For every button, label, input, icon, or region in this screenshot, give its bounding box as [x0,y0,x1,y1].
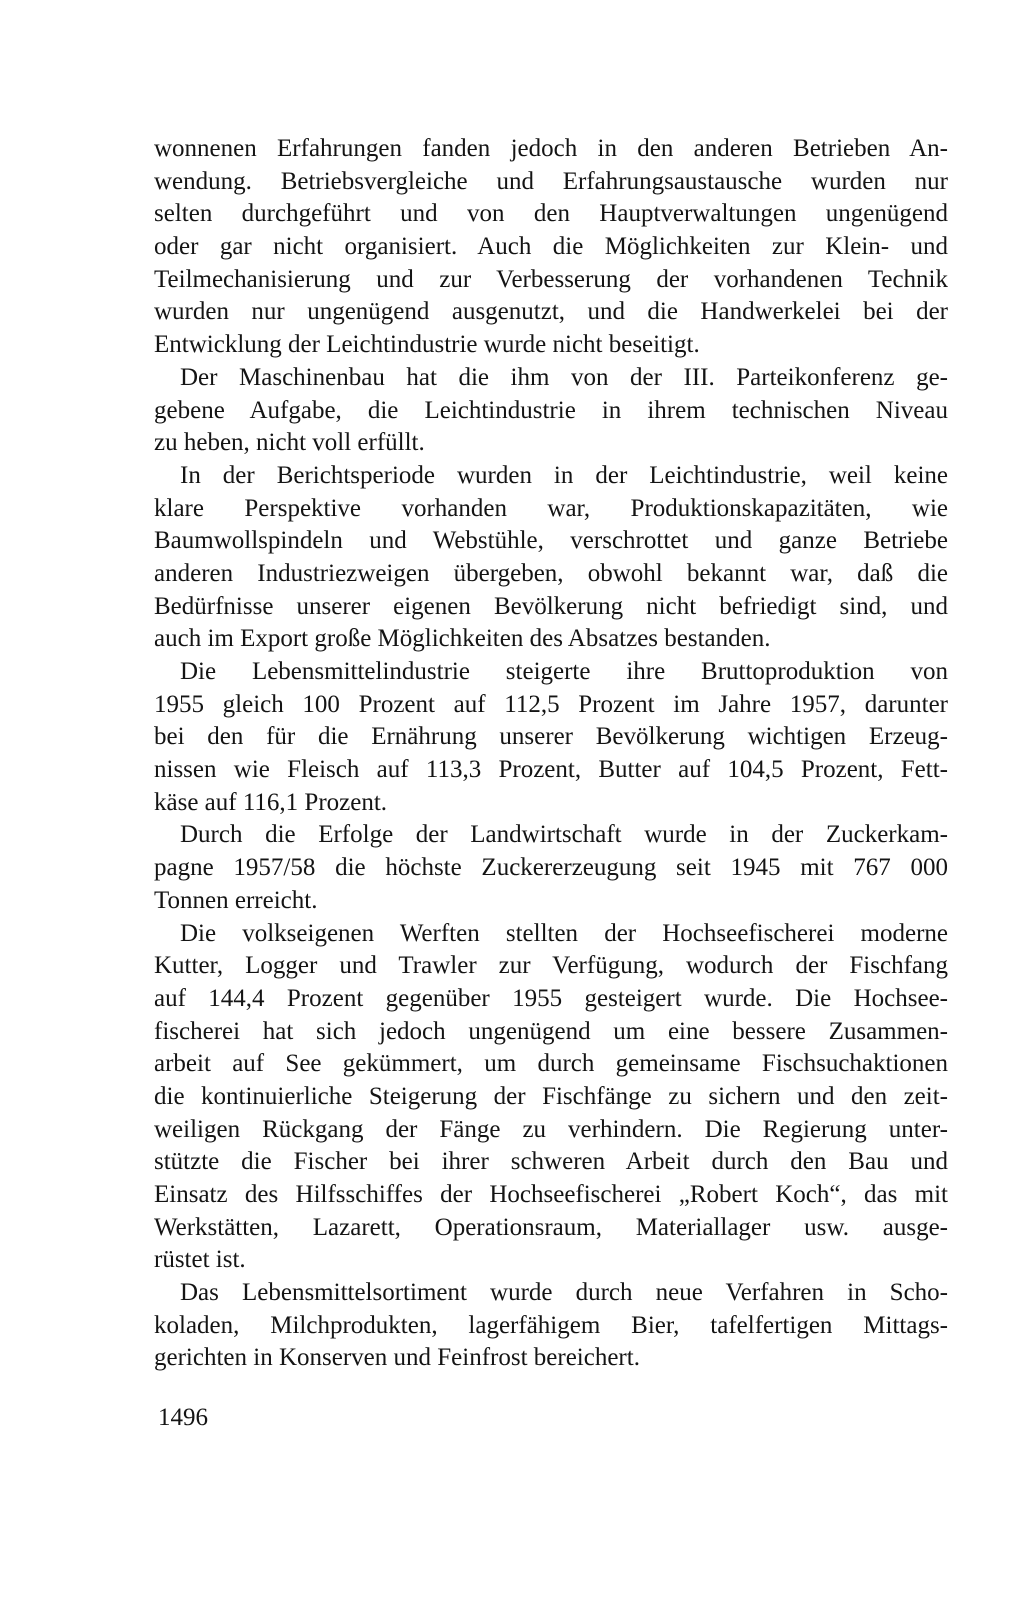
text-line: wurden nur ungenügend ausgenutzt, und die Handwerkelei bei der [154,298,948,326]
text-line: Die Lebensmittelindustrie steigerte ihre Bruttoproduktion von [180,658,948,685]
text-line: anderen Industriezweigen übergeben, obwohl bekannt war, daß die [154,559,948,587]
text-line: oder gar nicht organisiert. Auch die Möglichkeiten zur Klein- und [154,233,948,261]
text-line: fischerei hat sich jedoch ungenügend um eine bessere Zusammen- [154,1017,948,1045]
text-line: Durch die Erfolge der Landwirtschaft wurde in der Zuckerkam- [180,821,948,849]
text-line: koladen, Milchprodukten, lagerfähigem Bier, tafelfertigen Mittags- [154,1311,948,1339]
text-line: auf 144,4 Prozent gegenüber 1955 gesteigert wurde. Die Hochsee- [154,984,948,1012]
text-line: zu heben, nicht voll erfüllt. [154,429,425,457]
text-line: bei den für die Ernährung unserer Bevölkerung wichtigen Erzeug- [154,723,948,751]
text-line: wendung. Betriebsvergleiche und Erfahrungsaustausche wurden nur [154,167,948,195]
text-line: 1955 gleich 100 Prozent auf 112,5 Prozent im Jahre 1957, darunter [154,690,948,718]
text-line: Bedürfnisse unserer eigenen Bevölkerung nicht befriedigt sind, und [154,592,948,620]
text-line: klare Perspektive vorhanden war, Produktionskapazitäten, wie [154,494,948,522]
text-line: pagne 1957/58 die höchste Zuckererzeugung seit 1945 mit 767 000 [154,854,948,882]
text-line: Die volkseigenen Werften stellten der Hochseefischerei moderne [180,919,948,947]
text-line: In der Berichtsperiode wurden in der Leichtindustrie, weil keine [180,461,948,489]
text-line: Entwicklung der Leichtindustrie wurde nicht beseitigt. [154,331,700,359]
text-line: Das Lebensmittelsortiment wurde durch neue Verfahren in Scho- [180,1279,948,1307]
text-line: auch im Export große Möglichkeiten des Absatzes bestanden. [154,625,771,653]
text-line: gerichten in Konserven und Feinfrost bereichert. [154,1344,640,1372]
text-line: gebene Aufgabe, die Leichtindustrie in ihrem technischen Niveau [154,396,948,424]
text-line: Einsatz des Hilfsschiffes der Hochseefischerei „Robert Koch“, das mit [154,1181,948,1208]
text-line: Tonnen erreicht. [154,886,318,914]
text-line: käse auf 116,1 Prozent. [154,788,388,816]
text-line: die kontinuierliche Steigerung der Fischfänge zu sichern und den zeit- [154,1082,948,1110]
text-line: stützte die Fischer bei ihrer schweren Arbeit durch den Bau und [154,1148,948,1176]
text-line: Teilmechanisierung und zur Verbesserung der vorhandenen Technik [154,265,948,293]
body-text [154,133,948,1375]
text-line: Kutter, Logger und Trawler zur Verfügung, wodurch der Fischfang [154,952,948,980]
text-line: nissen wie Fleisch auf 113,3 Prozent, Butter auf 104,5 Prozent, Fett- [154,756,948,784]
text-line: rüstet ist. [154,1246,246,1274]
text-line: selten durchgeführt und von den Hauptverwaltungen ungenügend [154,200,948,228]
text-line: Werkstätten, Lazarett, Operationsraum, Materiallager usw. ausge- [154,1213,948,1241]
text-line: Der Maschinenbau hat die ihm von der III. Parteikonferenz ge- [180,363,948,391]
page-number: 1496 [158,1404,208,1431]
text-line: wonnenen Erfahrungen fanden jedoch in den anderen Betrieben An- [154,135,948,162]
text-line: Baumwollspindeln und Webstühle, verschrottet und ganze Betriebe [154,527,948,555]
text-line: weiligen Rückgang der Fänge zu verhindern. Die Regierung unter- [154,1115,948,1143]
text-line: arbeit auf See gekümmert, um durch gemeinsame Fischsuchaktionen [154,1050,948,1078]
